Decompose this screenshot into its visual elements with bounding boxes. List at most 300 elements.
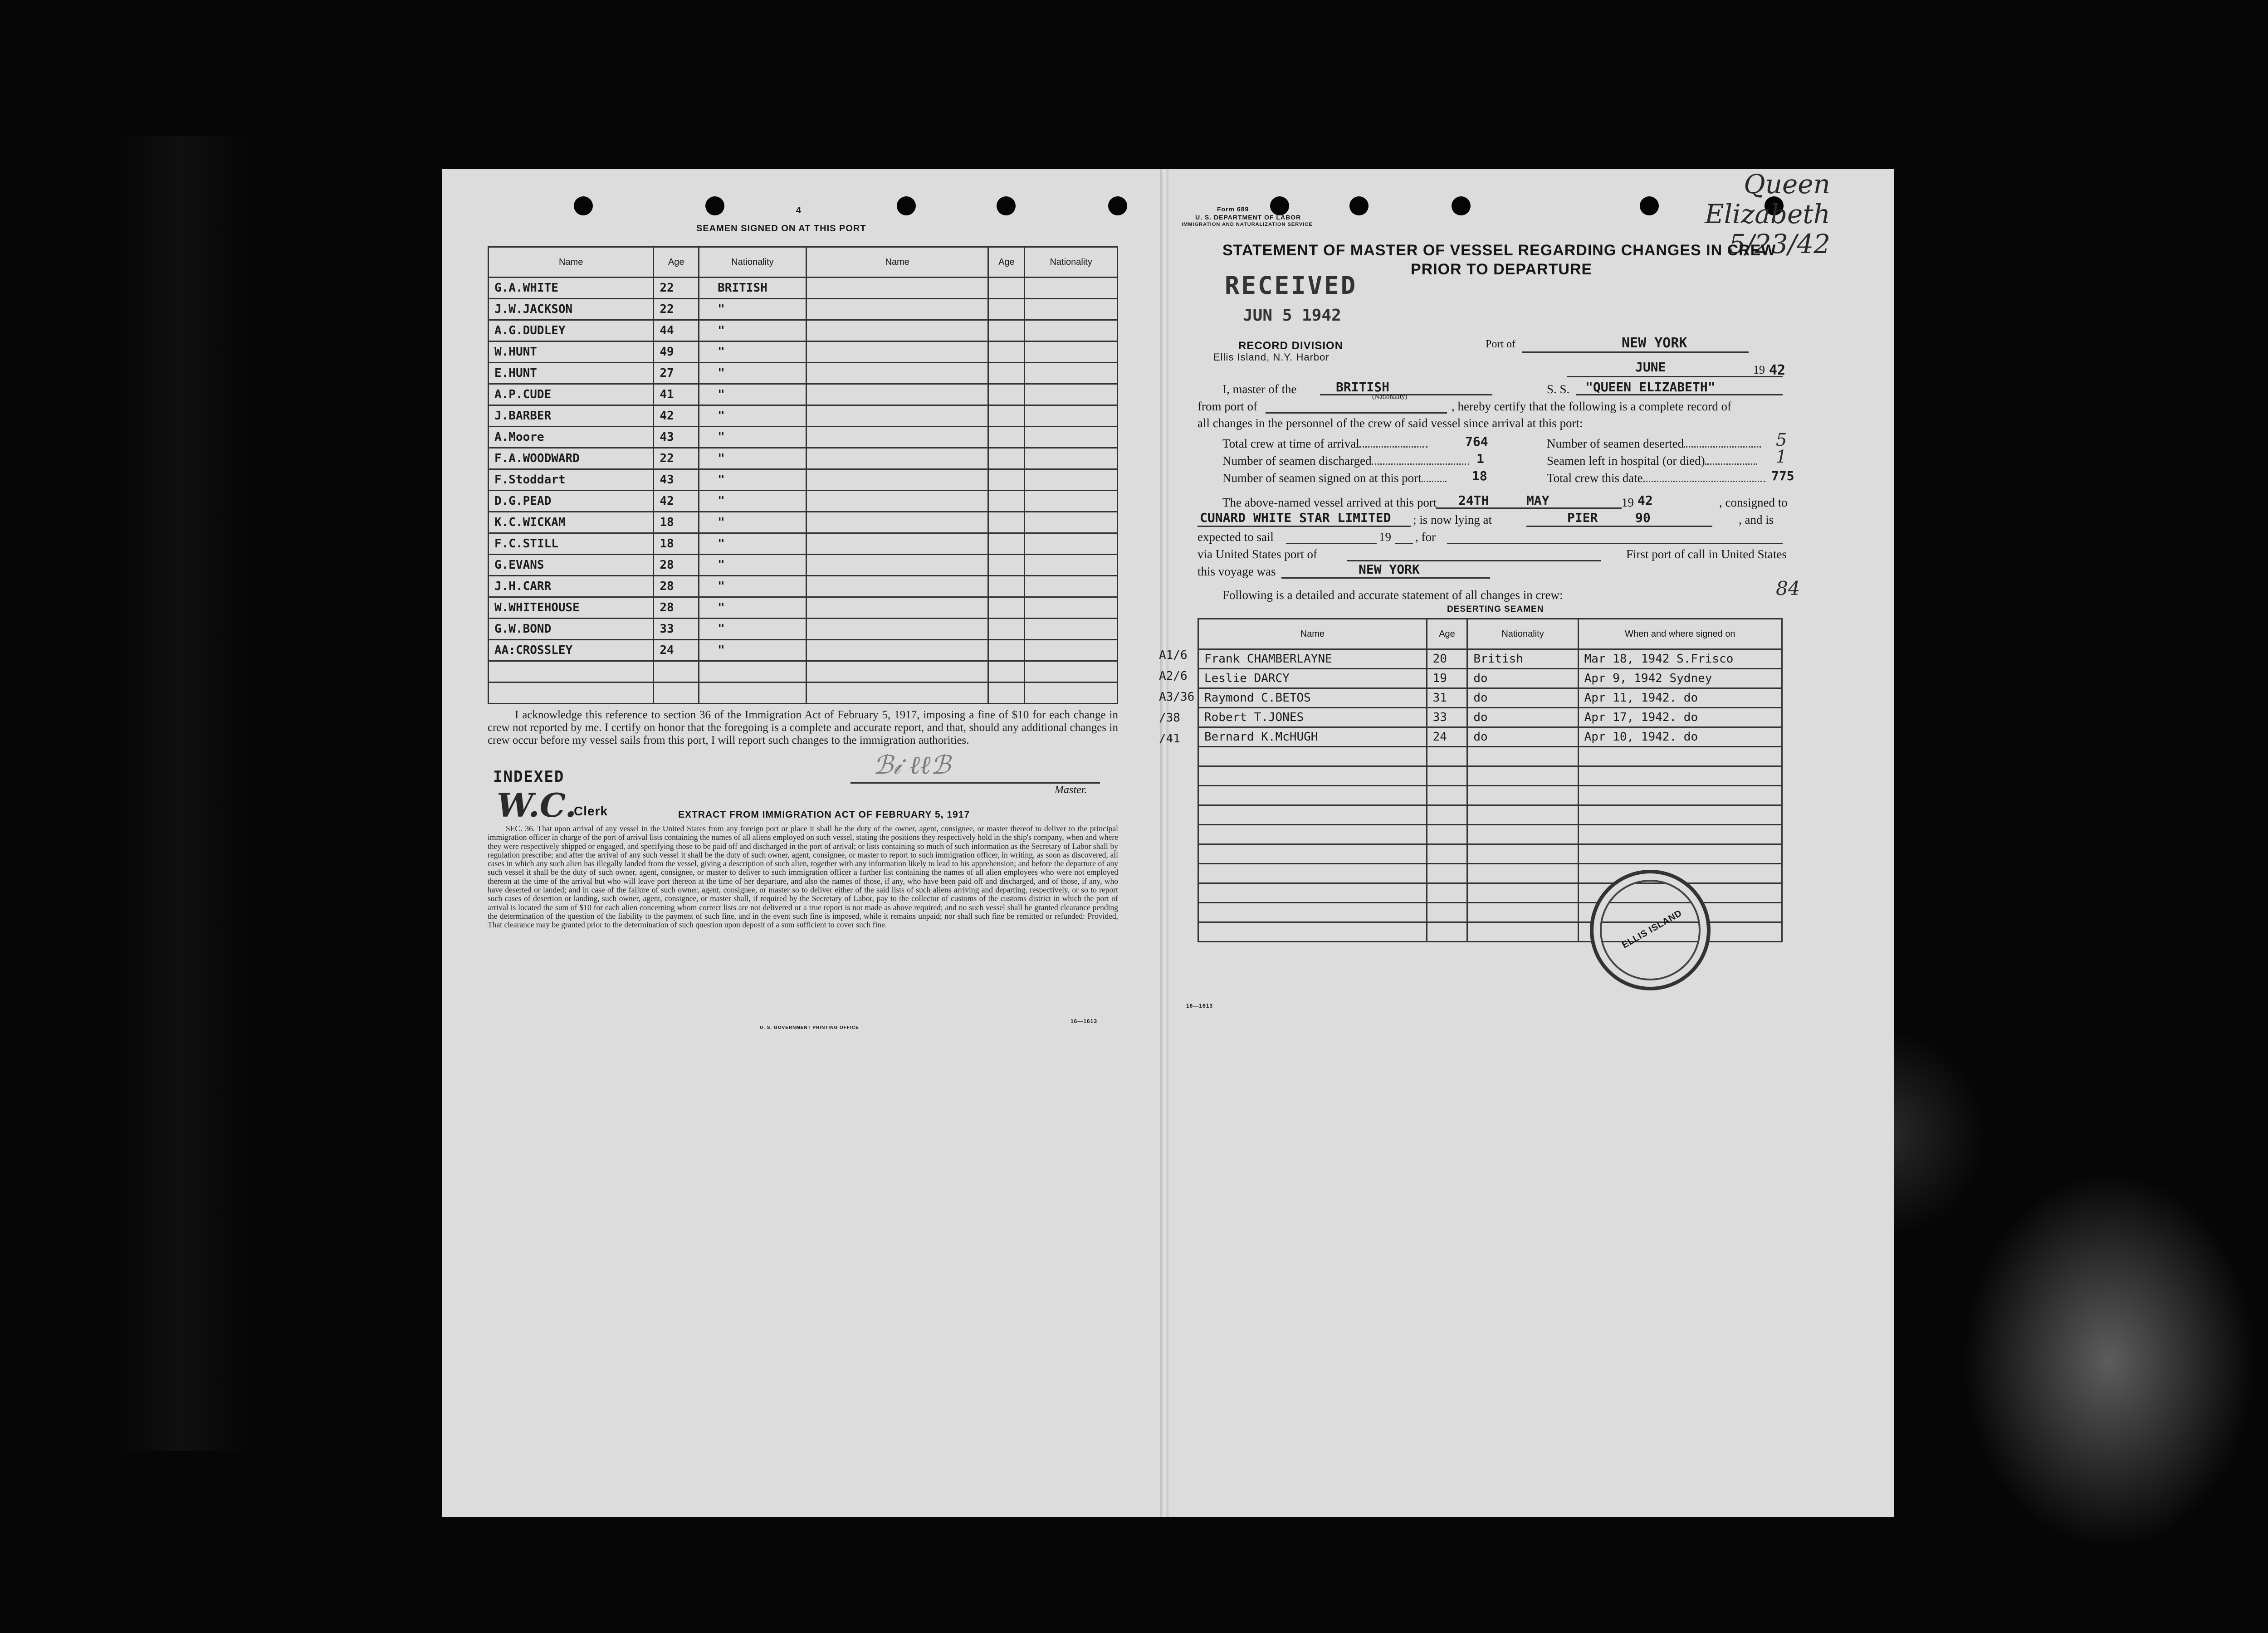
deserter-signed-on	[1578, 766, 1782, 786]
deserter-nationality	[1467, 922, 1578, 942]
seaman-age: 28	[654, 576, 699, 597]
seaman-age	[988, 619, 1025, 640]
seaman-nationality	[699, 682, 807, 704]
film-scratch	[113, 136, 249, 1451]
column-header: Name	[489, 247, 654, 278]
seaman-age: 43	[654, 427, 699, 448]
table-row	[489, 427, 1118, 448]
deserted-value: 5	[1776, 430, 1787, 450]
seaman-age: 28	[654, 597, 699, 619]
seaman-name	[806, 597, 988, 619]
deserter-age: 24	[1427, 727, 1467, 747]
deserter-nationality	[1467, 825, 1578, 844]
consignee-line	[1198, 526, 1411, 527]
signed-on-value: 18	[1472, 468, 1487, 483]
seaman-age: 42	[654, 405, 699, 427]
table-row	[1198, 786, 1782, 805]
seaman-nationality	[1025, 555, 1118, 576]
seaman-nationality	[1025, 278, 1118, 299]
punch-hole	[1108, 196, 1127, 215]
punch-hole	[1349, 196, 1369, 215]
for-label: , for	[1415, 530, 1436, 544]
column-header: Age	[654, 247, 699, 278]
table-row	[489, 491, 1118, 512]
seaman-nationality	[1025, 661, 1118, 682]
seaman-name: A.G.DUDLEY	[489, 320, 654, 341]
discharged-value: 1	[1476, 451, 1484, 466]
clerk-initials: W.C.	[497, 786, 577, 824]
table-row	[489, 640, 1118, 661]
seaman-age	[988, 512, 1025, 533]
seaman-age	[988, 640, 1025, 661]
seaman-name	[806, 341, 988, 363]
seaman-nationality	[1025, 427, 1118, 448]
seaman-nationality	[1025, 384, 1118, 405]
seaman-age	[988, 469, 1025, 491]
pier: PIER	[1567, 510, 1598, 525]
table-row	[1198, 864, 1782, 883]
nationality-value: BRITISH	[1336, 380, 1390, 395]
seamen-signed-on-table	[488, 246, 1118, 704]
seaman-age: 18	[654, 533, 699, 555]
deserter-age	[1427, 747, 1467, 766]
seaman-age	[988, 405, 1025, 427]
seaman-nationality	[1025, 469, 1118, 491]
column-header: Nationality	[1025, 247, 1118, 278]
deserter-name	[1198, 883, 1427, 903]
seaman-age	[988, 661, 1025, 682]
consigned-label: , consigned to	[1719, 496, 1788, 509]
deserter-signed-on	[1578, 786, 1782, 805]
table-row	[489, 299, 1118, 320]
seaman-nationality	[1025, 682, 1118, 704]
deserter-nationality	[1467, 883, 1578, 903]
seaman-name: F.C.STILL	[489, 533, 654, 555]
total-crew-date-value: 775	[1771, 468, 1794, 483]
arrived-label: The above-named vessel arrived at this port	[1222, 496, 1437, 509]
table-header-row	[489, 247, 1118, 278]
seaman-age	[988, 341, 1025, 363]
deserter-nationality: do	[1467, 708, 1578, 727]
seaman-name: D.G.PEAD	[489, 491, 654, 512]
table-row	[1198, 727, 1782, 747]
seaman-nationality: "	[699, 597, 807, 619]
pier-number: 90	[1635, 510, 1651, 525]
date-year-prefix: 19	[1753, 363, 1765, 376]
deserter-age	[1427, 766, 1467, 786]
deserter-nationality	[1467, 786, 1578, 805]
deserter-name	[1198, 903, 1427, 922]
deserter-age	[1427, 844, 1467, 864]
via-label: via United States port of	[1198, 547, 1317, 561]
consignee: CUNARD WHITE STAR LIMITED	[1200, 510, 1391, 525]
deserter-signed-on: Apr 17, 1942. do	[1578, 708, 1782, 727]
total-crew-date-label: Total crew this date	[1547, 471, 1765, 485]
seaman-name	[806, 363, 988, 384]
seaman-age	[988, 555, 1025, 576]
column-header: Age	[988, 247, 1025, 278]
deserter-name: Raymond C.BETOS	[1198, 688, 1427, 708]
table-row	[1198, 766, 1782, 786]
nationality-caption: (Nationality)	[1372, 393, 1408, 400]
deserter-reference: A3/36	[1159, 690, 1195, 704]
form-code: 16—1613	[1070, 1018, 1098, 1024]
total-crew-arrival-label: Total crew at time of arrival	[1222, 437, 1427, 451]
seaman-nationality	[1025, 299, 1118, 320]
seaman-age: 22	[654, 278, 699, 299]
table-row	[1198, 649, 1782, 669]
seaman-name: J.BARBER	[489, 405, 654, 427]
seaman-age: 42	[654, 491, 699, 512]
seaman-name	[806, 469, 988, 491]
seaman-nationality: "	[699, 491, 807, 512]
master-signature-line	[850, 782, 1100, 784]
handwritten-ship-note: Queen Elizabeth 5/23/42	[1705, 169, 1830, 259]
column-header: Nationality	[1467, 619, 1578, 649]
following-text: Following is a detailed and accurate statement of all changes in crew:	[1222, 588, 1563, 602]
column-header: Name	[806, 247, 988, 278]
table-row	[1198, 669, 1782, 688]
seaman-nationality: "	[699, 640, 807, 661]
seaman-name	[806, 320, 988, 341]
table-row	[489, 597, 1118, 619]
film-glare	[1950, 1156, 2268, 1565]
seaman-age	[988, 278, 1025, 299]
table-row	[1198, 825, 1782, 844]
table-row	[489, 555, 1118, 576]
seaman-name	[806, 405, 988, 427]
page-number: 4	[796, 205, 802, 215]
from-port-label: from port of	[1198, 400, 1257, 413]
record-location: Ellis Island, N.Y. Harbor	[1213, 351, 1330, 363]
table-row	[489, 448, 1118, 469]
deserter-nationality	[1467, 766, 1578, 786]
seaman-age	[988, 363, 1025, 384]
deserter-nationality: do	[1467, 669, 1578, 688]
deserter-age	[1427, 903, 1467, 922]
master-signature: ℬ𝒾 ℓℓℬ	[873, 751, 951, 780]
port-line	[1522, 351, 1749, 353]
signed-on-label: Number of seamen signed on at this port	[1222, 471, 1447, 485]
seaman-nationality	[1025, 320, 1118, 341]
seaman-nationality	[1025, 341, 1118, 363]
seaman-name: W.WHITEHOUSE	[489, 597, 654, 619]
form-title: STATEMENT OF MASTER OF VESSEL REGARDING CHANGES IN CREW	[1222, 242, 1776, 259]
seaman-nationality	[699, 661, 807, 682]
ship-name: "QUEEN ELIZABETH"	[1585, 380, 1716, 395]
seaman-name	[489, 661, 654, 682]
deserter-name	[1198, 864, 1427, 883]
right-page	[1159, 169, 1894, 1517]
seaman-age	[988, 299, 1025, 320]
expected-year-prefix: 19	[1379, 530, 1391, 544]
deserter-age	[1427, 864, 1467, 883]
deserter-signed-on	[1578, 844, 1782, 864]
arrived-year: 42	[1637, 493, 1653, 508]
deserter-age	[1427, 825, 1467, 844]
service-name: IMMIGRATION AND NATURALIZATION SERVICE	[1182, 222, 1313, 227]
first-port-label: First port of call in United States	[1626, 547, 1787, 561]
deserter-name	[1198, 805, 1427, 825]
seaman-name	[806, 278, 988, 299]
arrived-month: MAY	[1526, 493, 1549, 508]
seaman-name: J.W.JACKSON	[489, 299, 654, 320]
deserter-signed-on	[1578, 747, 1782, 766]
seaman-name: G.A.WHITE	[489, 278, 654, 299]
discharged-label: Number of seamen discharged	[1222, 454, 1469, 468]
port-label: Port of	[1486, 338, 1515, 350]
seaman-name	[489, 682, 654, 704]
seaman-age: 22	[654, 448, 699, 469]
seaman-age	[988, 597, 1025, 619]
seaman-name	[806, 448, 988, 469]
seal-text: ELLIS ISLAND	[1620, 908, 1684, 951]
seaman-age: 24	[654, 640, 699, 661]
nationality-line	[1320, 394, 1492, 395]
seaman-nationality: "	[699, 555, 807, 576]
column-header: Name	[1198, 619, 1427, 649]
deserter-nationality	[1467, 903, 1578, 922]
deserter-name: Leslie DARCY	[1198, 669, 1427, 688]
seaman-name: W.HUNT	[489, 341, 654, 363]
seaman-name	[806, 427, 988, 448]
table-row	[489, 363, 1118, 384]
voyage-label: this voyage was	[1198, 565, 1276, 578]
seaman-nationality: "	[699, 320, 807, 341]
seaman-nationality: "	[699, 512, 807, 533]
deserter-age	[1427, 786, 1467, 805]
deserter-age: 31	[1427, 688, 1467, 708]
deserter-age	[1427, 883, 1467, 903]
seaman-nationality: "	[699, 619, 807, 640]
seaman-name	[806, 299, 988, 320]
seaman-nationality	[1025, 640, 1118, 661]
received-stamp: RECEIVED	[1225, 271, 1358, 300]
seaman-age	[988, 576, 1025, 597]
seaman-age	[988, 533, 1025, 555]
master-label: Master.	[1055, 784, 1087, 796]
and-is-label: , and is	[1739, 513, 1774, 526]
extract-text: SEC. 36. That upon arrival of any vessel in the United States from any foreign port or place it shall be the duty of the owner, agent, consignee, or master thereof to deliver to the principal immigration officer in charge of the port of arrival lists containing the names of all aliens employed on such vessel, stating the positions they respectively hold in the ship's company, when and where they were respectively shipped or engaged, and specifying those to be paid off and discharged in the port of arrival; or lists containing so much of such information as the Secretary of Labor shall by regulation prescribe; and after the arrival of any such vessel it shall be the duty of such owner, agent, consignee, or master to report to such immigration officer, in writing, as soon as discovered, all cases in which any such alien has illegally landed from the vessel, giving a description of such alien, together with any information likely to lead to his apprehension; and before the departure of any such vessel it shall be the duty of such owner, agent, consignee, or master to deliver to such immigration officer a further list containing the names of all alien employees who were not employed thereon at the time of the arrival but who will leave port thereon at the time of her departure, and also the names of those, if any, who have been paid off and discharged, and of those, if any, who have deserted or landed; and in case of the failure of such owner, agent, consignee, or master so to deliver either of the said lists of such aliens arriving and departing, respectively, or so to report such cases of desertion or landing, such owner, agent, consignee, or master shall, if required by the Secretary of Labor, pay to the collector of customs of the customs district in which the port of arrival is located the sum of $10 for each alien concerning whom correct lists are not delivered or a true report is not made as above required; and no such vessel shall be granted clearance pending the determination of the question of the liability to the payment of such fine, and in the event such fine is imposed, while it remains unpaid; nor shall such fine be remitted or refunded: Provided, That clearance may be granted prior to the determination of such question upon deposit of a sum sufficient to cover such fine.	[488, 824, 1118, 930]
indexed-stamp: INDEXED	[493, 768, 565, 786]
printing-office: U. S. GOVERNMENT PRINTING OFFICE	[760, 1025, 859, 1030]
from-port-line	[1266, 412, 1447, 414]
seaman-age: 28	[654, 555, 699, 576]
table-row	[1198, 805, 1782, 825]
table-row	[489, 576, 1118, 597]
arrived-year-prefix: 19	[1622, 496, 1634, 509]
seaman-nationality: "	[699, 405, 807, 427]
ellis-island-seal	[1590, 870, 1711, 990]
document-sheet	[442, 169, 1894, 1517]
record-division: RECORD DIVISION	[1238, 340, 1344, 352]
deserter-age	[1427, 805, 1467, 825]
form-subtitle: PRIOR TO DEPARTURE	[1411, 261, 1593, 278]
date-line	[1567, 376, 1783, 377]
for-line	[1447, 543, 1783, 544]
seaman-nationality: "	[699, 299, 807, 320]
seaman-nationality: "	[699, 469, 807, 491]
seaman-name	[806, 533, 988, 555]
seaman-name: G.W.BOND	[489, 619, 654, 640]
certify-text: , hereby certify that the following is a complete record of	[1452, 400, 1732, 413]
seaman-nationality: "	[699, 576, 807, 597]
deserter-name	[1198, 844, 1427, 864]
seaman-age	[988, 320, 1025, 341]
seaman-nationality	[1025, 533, 1118, 555]
hospital-value: 1	[1776, 447, 1787, 467]
seaman-nationality: "	[699, 448, 807, 469]
table-row	[489, 320, 1118, 341]
seaman-name	[806, 491, 988, 512]
deserted-label: Number of seamen deserted	[1547, 437, 1761, 451]
seaman-nationality	[1025, 363, 1118, 384]
seaman-name: F.Stoddart	[489, 469, 654, 491]
voyage-port: NEW YORK	[1359, 562, 1420, 577]
deserter-name	[1198, 786, 1427, 805]
punch-hole	[897, 196, 916, 215]
deserter-name: Frank CHAMBERLAYNE	[1198, 649, 1427, 669]
deserter-name	[1198, 747, 1427, 766]
arrived-date: 24TH	[1458, 493, 1489, 508]
seaman-age	[654, 682, 699, 704]
punch-hole	[574, 196, 593, 215]
seaman-nationality: "	[699, 341, 807, 363]
table-row	[489, 469, 1118, 491]
seaman-age	[988, 384, 1025, 405]
seaman-name: K.C.WICKAM	[489, 512, 654, 533]
seaman-age: 44	[654, 320, 699, 341]
seaman-name	[806, 576, 988, 597]
expected-line	[1286, 543, 1377, 544]
acknowledgement-text: I acknowledge this reference to section 36 of the Immigration Act of February 5, 1917, imposing a fine of $10 for each change in crew not reported by me. I certify on honor that the foregoing is a complete and accurate report, and that, should any additional changes in crew occur before my vessel sails from this port, I will report such changes to the immigration authorities.	[488, 709, 1118, 746]
deserter-reference: /38	[1159, 711, 1180, 725]
deserter-reference: /41	[1159, 732, 1180, 746]
port-value: NEW YORK	[1622, 335, 1687, 351]
deserter-name	[1198, 825, 1427, 844]
seaman-age: 41	[654, 384, 699, 405]
table-row	[1198, 844, 1782, 864]
seaman-nationality	[1025, 619, 1118, 640]
deserter-signed-on: Apr 10, 1942. do	[1578, 727, 1782, 747]
center-fold	[1160, 169, 1168, 1517]
column-header: When and where signed on	[1578, 619, 1782, 649]
seaman-name: F.A.WOODWARD	[489, 448, 654, 469]
seaman-nationality	[1025, 405, 1118, 427]
left-page	[442, 169, 1161, 1517]
table-row	[1198, 688, 1782, 708]
table-row	[489, 619, 1118, 640]
seaman-age	[988, 491, 1025, 512]
ship-name-line	[1576, 394, 1783, 395]
seaman-name: AA:CROSSLEY	[489, 640, 654, 661]
seaman-nationality: "	[699, 363, 807, 384]
received-date: JUN 5 1942	[1243, 306, 1341, 325]
deserter-nationality: British	[1467, 649, 1578, 669]
table-header-row	[1198, 619, 1782, 649]
seaman-name	[806, 384, 988, 405]
form-code: 16—1613	[1186, 1003, 1213, 1009]
seaman-age: 27	[654, 363, 699, 384]
deserter-age: 19	[1427, 669, 1467, 688]
deserter-nationality	[1467, 747, 1578, 766]
via-line	[1347, 560, 1601, 561]
deserter-name: Robert T.JONES	[1198, 708, 1427, 727]
extract-title: EXTRACT FROM IMMIGRATION ACT OF FEBRUARY 5, 1917	[678, 809, 970, 820]
deserter-age: 33	[1427, 708, 1467, 727]
deserter-signed-on: Apr 11, 1942. do	[1578, 688, 1782, 708]
date-year: 42	[1769, 362, 1786, 378]
column-header: Age	[1427, 619, 1467, 649]
deserter-reference: A1/6	[1159, 648, 1188, 662]
table-row	[489, 661, 1118, 682]
punch-hole	[705, 196, 724, 215]
expected-year-line	[1395, 543, 1413, 544]
seaman-nationality: "	[699, 427, 807, 448]
department-name: U. S. DEPARTMENT OF LABOR	[1195, 214, 1301, 221]
changes-text: all changes in the personnel of the crew of said vessel since arrival at this port:	[1198, 416, 1583, 430]
date-month: JUNE	[1635, 360, 1666, 375]
seaman-name: E.HUNT	[489, 363, 654, 384]
seaman-age: 43	[654, 469, 699, 491]
deserter-signed-on: Apr 9, 1942 Sydney	[1578, 669, 1782, 688]
seaman-nationality: "	[699, 384, 807, 405]
deserter-signed-on: Mar 18, 1942 S.Frisco	[1578, 649, 1782, 669]
seaman-age	[988, 682, 1025, 704]
lying-label: ; is now lying at	[1413, 513, 1492, 526]
seaman-name: A.P.CUDE	[489, 384, 654, 405]
deserter-name	[1198, 922, 1427, 942]
clerk-label: Clerk	[574, 804, 608, 818]
arrived-line	[1436, 507, 1622, 509]
table-row	[489, 533, 1118, 555]
handwritten-number: 84	[1776, 577, 1800, 600]
deserter-name	[1198, 766, 1427, 786]
seaman-name	[806, 661, 988, 682]
form-number: Form 689	[1217, 205, 1249, 213]
seamen-signed-on-heading: SEAMEN SIGNED ON AT THIS PORT	[696, 224, 866, 234]
seaman-age: 49	[654, 341, 699, 363]
table-row	[489, 384, 1118, 405]
seaman-name	[806, 512, 988, 533]
punch-hole	[997, 196, 1016, 215]
seaman-nationality	[1025, 576, 1118, 597]
deserter-signed-on	[1578, 805, 1782, 825]
seaman-nationality	[1025, 491, 1118, 512]
seaman-name: A.Moore	[489, 427, 654, 448]
punch-hole	[1452, 196, 1471, 215]
deserter-signed-on	[1578, 825, 1782, 844]
expected-label: expected to sail	[1198, 530, 1274, 544]
seaman-nationality	[1025, 512, 1118, 533]
seaman-name	[806, 640, 988, 661]
ss-label: S. S.	[1547, 382, 1570, 396]
table-row	[1198, 708, 1782, 727]
deserter-reference: A2/6	[1159, 669, 1188, 683]
master-of-label: I, master of the	[1222, 382, 1297, 396]
hospital-label: Seamen left in hospital (or died)	[1547, 454, 1757, 468]
punch-hole	[1270, 196, 1289, 215]
seaman-age: 33	[654, 619, 699, 640]
seaman-age	[654, 661, 699, 682]
deserter-nationality	[1467, 844, 1578, 864]
voyage-line	[1281, 577, 1490, 579]
seaman-nationality	[1025, 448, 1118, 469]
seaman-age: 22	[654, 299, 699, 320]
table-row	[489, 278, 1118, 299]
seaman-name: G.EVANS	[489, 555, 654, 576]
table-row	[489, 682, 1118, 704]
